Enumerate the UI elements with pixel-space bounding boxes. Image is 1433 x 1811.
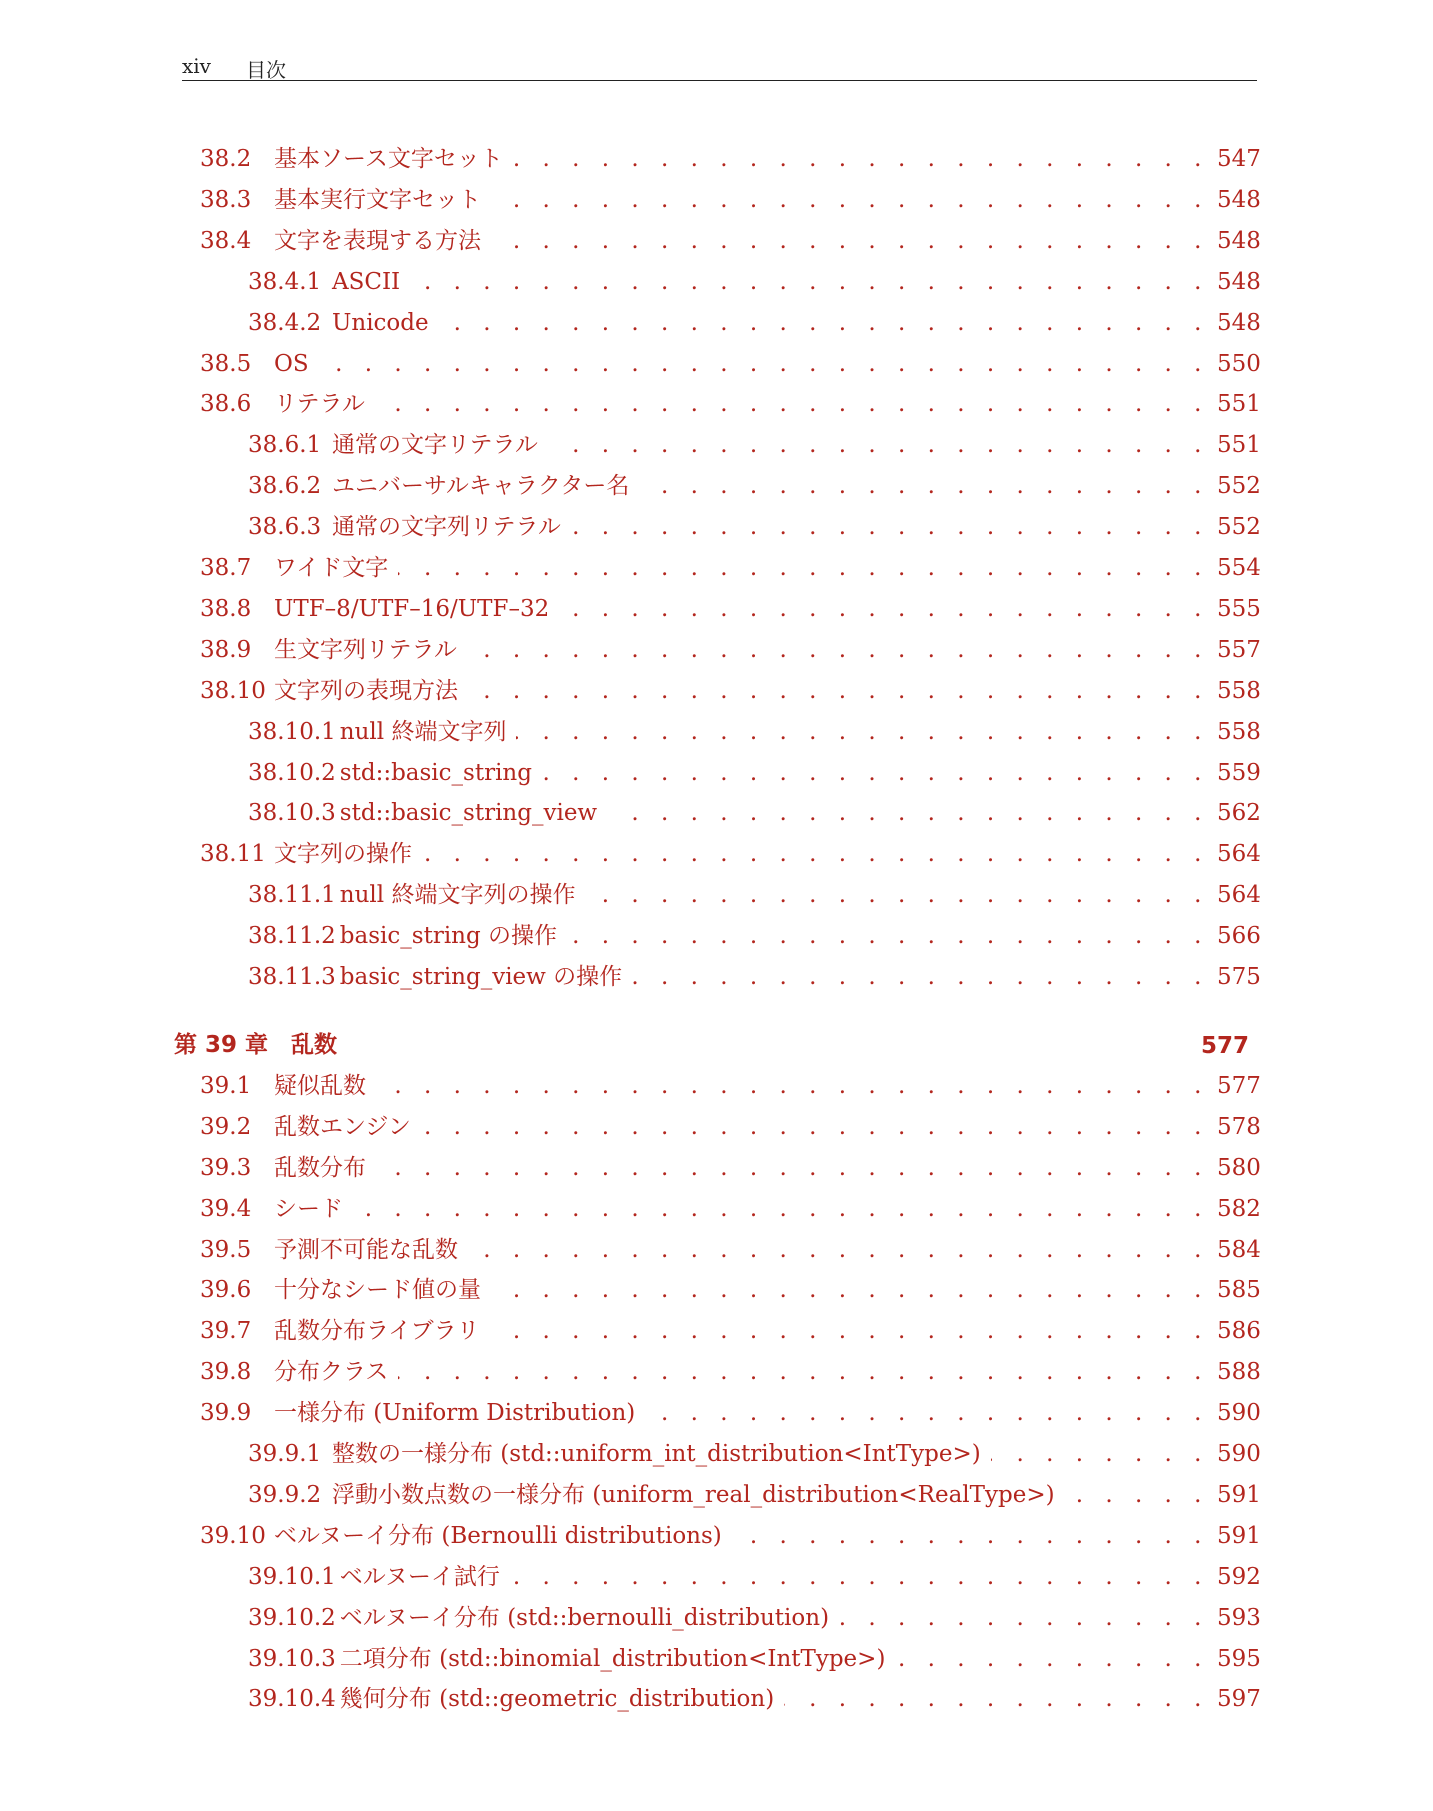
toc-entry-title: シード [274,1195,343,1222]
toc-entry[interactable] [182,467,1261,501]
toc-entry[interactable] [182,1394,1261,1428]
toc-entry-number: 39.9 [200,1400,252,1427]
dot-leader [607,798,1209,828]
toc-entry-page: 557 [1217,636,1261,663]
toc-entry-number: 39.7 [200,1318,252,1345]
toc-entry-title: 文字を表現する方法 [274,227,481,254]
toc-entry-number: 39.10.2 [248,1604,336,1631]
toc-entry[interactable] [182,1435,1261,1469]
toc-entry-title: basic_string_view の操作 [339,964,623,990]
toc-entry-page: 548 [1217,268,1261,295]
toc-entry-number: 39.3 [200,1154,252,1181]
toc-entry-title: null 終端文字列 [339,718,507,745]
toc-entry-page: 566 [1217,923,1261,950]
dot-leader [398,553,1209,583]
toc-entry-number: 38.5 [200,350,252,377]
toc-entry[interactable] [182,590,1261,624]
toc-entry-page: 547 [1217,146,1261,172]
dot-leader [571,512,1209,542]
dot-leader [559,594,1209,624]
toc-entry-page: 580 [1217,1154,1261,1181]
toc-entry-title: 基本実行文字セット [274,186,481,213]
toc-entry-title: ASCII [332,268,401,295]
toc-entry-page: 551 [1217,391,1261,418]
toc-entry-number: 38.11.3 [248,964,336,990]
toc-entry-title: ワイド文字 [274,555,389,581]
dot-leader [585,880,1209,910]
dot-leader [490,1316,1209,1346]
toc-entry[interactable] [182,631,1261,665]
toc-entry-page: 548 [1217,309,1261,336]
toc-entry-page: 548 [1217,186,1261,213]
toc-entry[interactable] [182,1190,1261,1224]
toc-entry-title: 文字列の操作 [274,841,412,868]
dot-leader [376,1153,1209,1183]
toc-entry-number: 38.4.2 [248,309,322,336]
toc-entry-page: 595 [1217,1645,1261,1672]
dot-leader [510,1562,1209,1592]
header-title: 目次 [246,58,286,82]
toc-entry-number: 38.10.1 [248,718,336,745]
toc-entry-number: 39.9.2 [248,1481,322,1508]
toc-entry-number: 39.2 [200,1113,252,1140]
toc-entry-title: 幾何分布 (std::geometric_distribution) [339,1686,775,1713]
toc-entry[interactable] [182,1149,1261,1183]
dot-leader [632,962,1209,992]
dot-leader [639,471,1209,501]
toc-entry-page: 575 [1217,964,1261,990]
toc-entry-page: 597 [1217,1686,1261,1713]
toc-entry-page: 559 [1217,759,1261,786]
toc-entry-number: 39.10 [200,1522,266,1549]
running-header [182,50,1257,81]
dot-leader [467,635,1209,665]
dot-leader [439,308,1209,338]
toc-entry-number: 38.10.3 [248,800,336,827]
toc-entry-page: 588 [1217,1359,1261,1386]
toc-entry[interactable] [182,713,1261,747]
toc-entry[interactable] [182,1517,1261,1551]
toc-entry-title: 整数の一様分布 (std::uniform_int_distribution<IntType>) [332,1441,981,1467]
dot-leader [375,389,1209,419]
toc-entry-number: 39.9.1 [248,1441,322,1467]
toc-entry[interactable] [182,917,1261,951]
toc-entry-page: 590 [1217,1441,1261,1467]
dot-leader [542,758,1209,788]
dot-leader [468,676,1209,706]
toc-entry-page: 591 [1217,1481,1261,1508]
toc-entry-title: 疑似乱数 [274,1072,366,1099]
dot-leader [421,1112,1209,1142]
toc-entry-number: 39.5 [200,1236,252,1263]
toc-entry[interactable] [182,549,1261,583]
toc-entry-title: Unicode [332,309,429,336]
toc-entry-title: UTF–8/UTF–16/UTF–32 [274,595,550,622]
toc-entry-number: 38.2 [200,146,252,172]
dot-leader [839,1603,1209,1633]
toc-entry[interactable] [182,1067,1261,1101]
toc-entry-number: 38.7 [200,555,252,581]
toc-entry[interactable] [182,835,1261,869]
toc-entry-title: 分布クラス [274,1359,389,1386]
toc-entry-number: 39.10.3 [248,1645,336,1672]
dot-leader [567,921,1209,951]
toc-entry-title: 通常の文字リテラル [332,432,538,459]
toc-entry-number: 38.11.1 [248,882,336,909]
toc-entry[interactable] [182,876,1261,910]
toc-entry-number: 38.8 [200,595,252,622]
toc-entry[interactable] [182,181,1261,215]
toc-entry-number: 38.4.1 [248,268,322,295]
toc-entry-number: 38.4 [200,227,252,254]
toc-entry-page: 578 [1217,1113,1261,1140]
dot-leader [319,349,1209,379]
toc-entry-title: リテラル [274,391,365,418]
dot-leader [991,1439,1209,1469]
toc-entry-page: 590 [1217,1400,1261,1427]
toc-entry-page: 550 [1217,350,1261,377]
toc-entry-page: 593 [1217,1604,1261,1631]
toc-entry-number: 39.10.1 [248,1563,336,1590]
toc-entry-number: 39.6 [200,1277,252,1304]
toc-entry-title: std::basic_string_view [339,800,598,827]
toc-entry[interactable] [182,263,1261,297]
toc-entry-title: ユニバーサルキャラクター名 [332,473,630,500]
toc-entry-number: 39.1 [200,1072,252,1099]
dot-leader [732,1521,1209,1551]
toc-entry-title: basic_string の操作 [339,923,558,950]
dot-leader [895,1644,1209,1674]
toc-entry[interactable] [182,385,1261,419]
chapter-title: 第 39 章 乱数 [174,1031,338,1058]
toc-entry-number: 38.6.3 [248,514,322,541]
toc-entry[interactable] [182,1680,1261,1714]
toc-entry-title: 基本ソース文字セット [274,146,503,172]
toc-entry[interactable] [182,140,1261,174]
toc-entry-title: OS [274,350,309,377]
toc-entry-page: 564 [1217,882,1261,909]
chapter-heading[interactable] [174,1023,1249,1059]
toc-entry[interactable] [182,1312,1261,1346]
toc-entry-page: 554 [1217,555,1261,581]
toc-entry-page: 548 [1217,227,1261,254]
toc-entry-title: std::basic_string [339,759,532,786]
header-page-number: xiv [182,54,211,78]
toc-entry[interactable] [182,1353,1261,1387]
toc-entry-number: 38.6.1 [248,432,322,459]
toc-entry-title: 文字列の表現方法 [274,677,458,704]
toc-entry-page: 584 [1217,1236,1261,1263]
toc-entry-title: 一様分布 (Uniform Distribution) [274,1400,636,1427]
toc-entry[interactable] [182,1599,1261,1633]
dot-leader [491,226,1209,256]
toc-entry[interactable] [182,1108,1261,1142]
toc-entry-title: 二項分布 (std::binomial_distribution<IntType>) [339,1645,886,1672]
toc-entry-title: 乱数分布 [274,1154,366,1181]
toc-entry[interactable] [182,222,1261,256]
toc-entry[interactable] [182,1558,1261,1592]
toc-entry-title: 十分なシード値の量 [274,1277,481,1304]
dot-leader [491,185,1209,215]
toc-entry-page: 586 [1217,1318,1261,1345]
dot-leader [398,1357,1209,1387]
toc-entry-page: 577 [1217,1072,1261,1099]
toc-entry[interactable] [182,1476,1261,1510]
toc-entry[interactable] [182,508,1261,542]
toc-entry-page: 552 [1217,473,1261,500]
toc-entry-number: 38.10.2 [248,759,336,786]
toc-entry[interactable] [182,345,1261,379]
toc-entry-number: 38.11.2 [248,923,336,950]
chapter-page: 577 [1200,1032,1249,1059]
toc-entry-page: 582 [1217,1195,1261,1222]
toc-entry[interactable] [182,794,1261,828]
toc-entry[interactable] [182,754,1261,788]
toc-entry-title: 予測不可能な乱数 [274,1236,458,1263]
toc-entry[interactable] [182,672,1261,706]
toc-entry-number: 38.10 [200,677,266,704]
toc-entry-page: 585 [1217,1277,1261,1304]
toc-entry-page: 555 [1217,595,1261,622]
toc-entry-number: 38.11 [200,841,266,868]
toc-entry-number: 39.4 [200,1195,252,1222]
dot-leader [410,267,1209,297]
dot-leader [468,1235,1209,1265]
toc-entry-page: 592 [1217,1563,1261,1590]
toc-entry-page: 564 [1217,841,1261,868]
dot-leader [376,1071,1209,1101]
toc-entry-number: 39.10.4 [248,1686,336,1713]
toc-entry[interactable] [182,958,1261,992]
toc-entry[interactable] [182,304,1261,338]
toc-entry-title: null 終端文字列の操作 [339,882,576,909]
toc-entry-title: 生文字列リテラル [274,636,457,663]
dot-leader [548,430,1209,460]
toc-entry-page: 562 [1217,800,1261,827]
toc-entry-number: 39.8 [200,1359,252,1386]
toc-entry[interactable] [182,1640,1261,1674]
toc-entry-title: 浮動小数点数の一様分布 (uniform_real_distribution<RealType>) [332,1481,1055,1508]
dot-leader [784,1684,1209,1714]
toc-entry-number: 38.6.2 [248,473,322,500]
dot-leader [491,1275,1209,1305]
dot-leader [353,1194,1209,1224]
toc-entry-title: 乱数分布ライブラリ [274,1318,480,1345]
toc-entry-title: ベルヌーイ分布 (Bernoulli distributions) [274,1522,722,1549]
toc-entry-page: 558 [1217,718,1261,745]
toc-entry-number: 38.9 [200,636,252,663]
dot-leader [1065,1480,1209,1510]
toc-entry[interactable] [182,426,1261,460]
dot-leader [422,839,1209,869]
toc-entry-page: 552 [1217,514,1261,541]
toc-entry-title: 乱数エンジン [274,1113,411,1140]
toc-entry-title: ベルヌーイ試行 [339,1563,500,1590]
dot-leader [513,144,1209,174]
toc-entry-number: 38.6 [200,391,252,418]
toc-entry-page: 551 [1217,432,1261,459]
toc-entry-number: 38.3 [200,186,252,213]
toc-entry-page: 558 [1217,677,1261,704]
toc-entry[interactable] [182,1271,1261,1305]
dot-leader [516,717,1209,747]
toc-entry-page: 591 [1217,1522,1261,1549]
toc-entry-title: ベルヌーイ分布 (std::bernoulli_distribution) [339,1604,830,1631]
toc-entry[interactable] [182,1231,1261,1265]
toc-entry-title: 通常の文字列リテラル [332,514,561,541]
dot-leader [645,1398,1209,1428]
